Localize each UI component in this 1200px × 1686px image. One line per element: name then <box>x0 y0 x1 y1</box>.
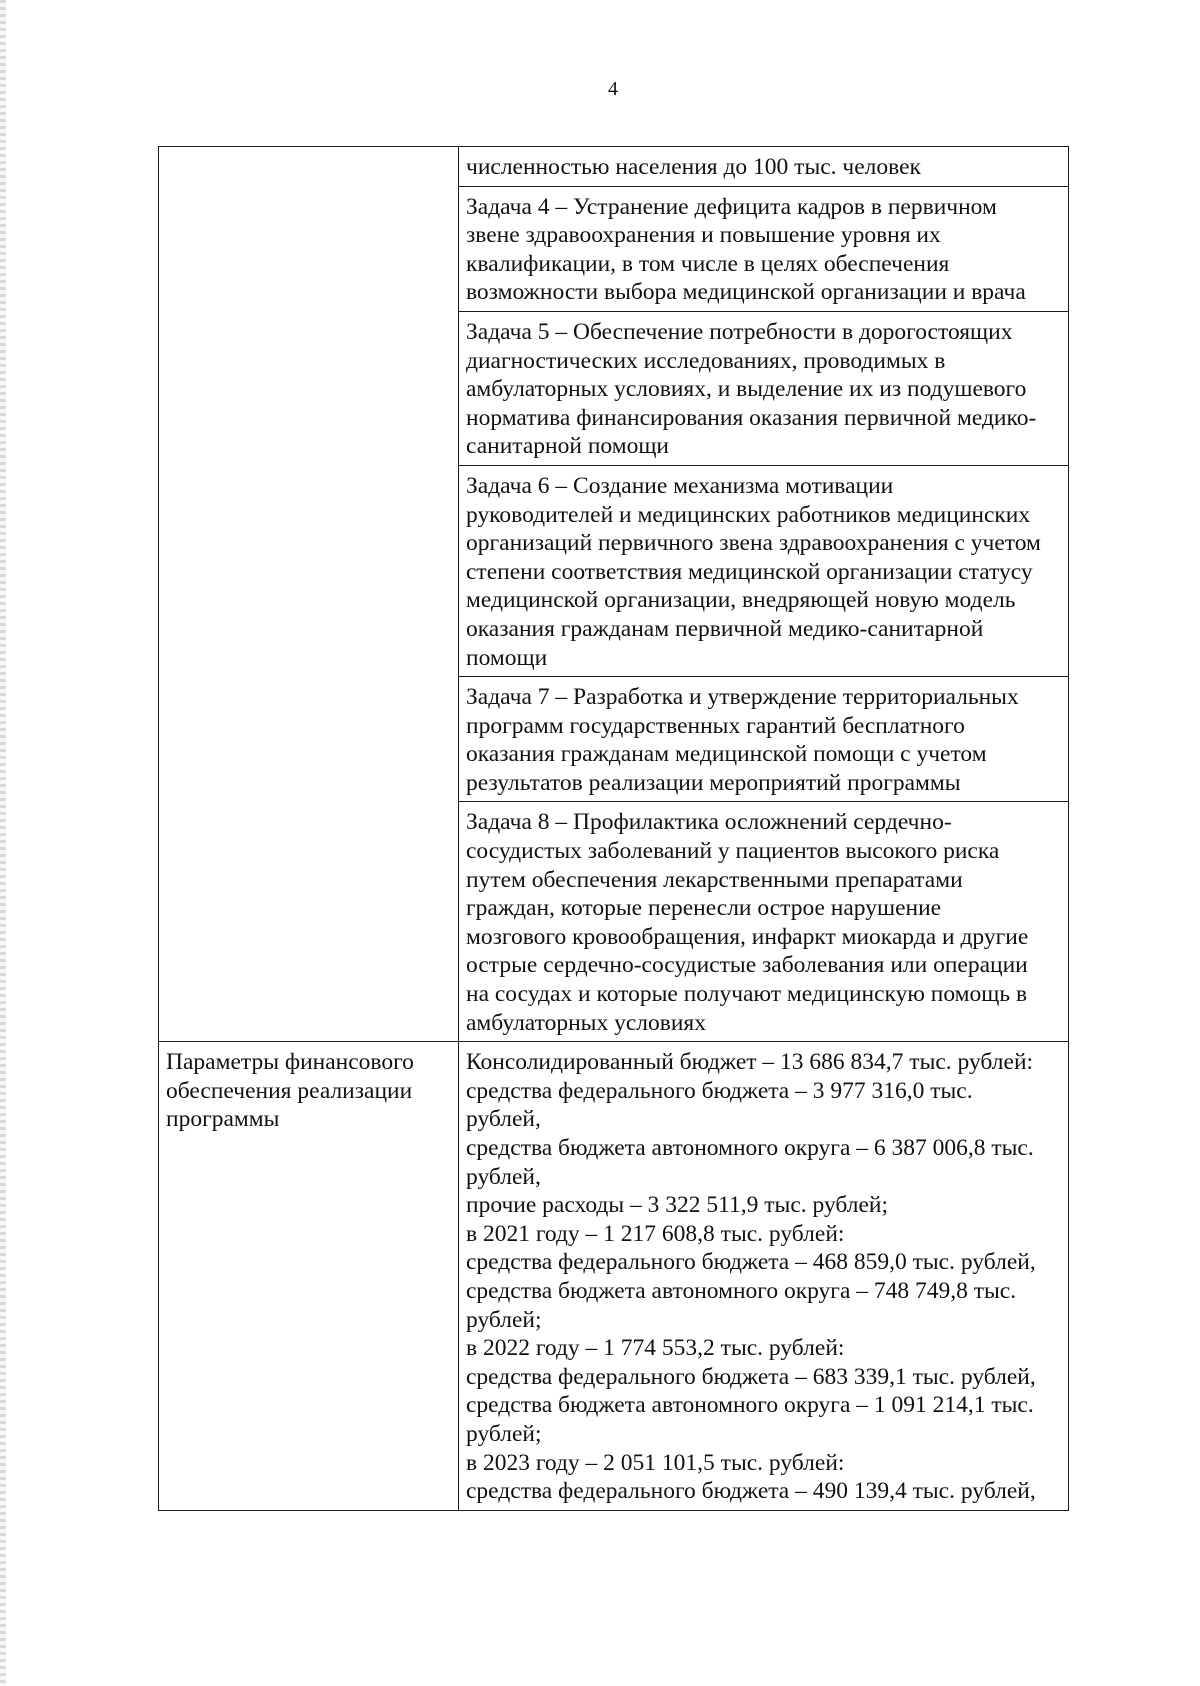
cell-text-line: средства федерального бюджета – 3 977 316,0 тыс. <box>466 1077 973 1104</box>
cell-text-line: результатов реализации мероприятий программы <box>466 769 961 796</box>
cell-text-line: рублей, <box>466 1163 541 1190</box>
cell-text-line: возможности выбора медицинской организации и врача <box>466 279 1026 306</box>
cell-text-line: острые сердечно-сосудистые заболевания или операции <box>466 952 1028 979</box>
table-row <box>159 1042 1069 1511</box>
label-cell-merged <box>159 147 459 1042</box>
cell-text-line: рублей; <box>466 1306 542 1333</box>
task-value-cell <box>459 677 1069 802</box>
cell-text-line: в 2022 году – 1 774 553,2 тыс. рублей: <box>466 1335 845 1362</box>
cell-text-line: средства федерального бюджета – 468 859,0 тыс. рублей, <box>466 1249 1036 1276</box>
cell-text-line: путем обеспечения лекарственными препаратами <box>466 866 963 893</box>
task-value-cell <box>459 311 1069 465</box>
cell-text-line: рублей, <box>466 1106 541 1133</box>
task-value-cell <box>459 147 1069 187</box>
cell-text-line: рублей; <box>466 1420 542 1447</box>
cell-text-line: квалификации, в том числе в целях обеспечения <box>466 250 950 277</box>
cell-text-line: Задача 5 – Обеспечение потребности в дорогостоящих <box>466 318 1013 345</box>
cell-text-line: граждан, которые перенесли острое нарушение <box>466 895 942 922</box>
cell-text-line: амбулаторных условиях, и выделение их из подушевого <box>466 376 1027 403</box>
cell-text-line: степени соответствия медицинской организации статусу <box>466 558 1033 585</box>
cell-text-line: на сосудах и которые получают медицинскую помощь в <box>466 981 1028 1008</box>
cell-text-line: средства бюджета автономного округа – 6 387 006,8 тыс. <box>466 1135 1034 1161</box>
cell-text-line: звене здравоохранения и повышение уровня их <box>466 222 941 249</box>
program-passport-table <box>158 146 1069 1511</box>
cell-text-line: численностью населения до 100 тыс. человек <box>466 154 921 180</box>
cell-text-line: Консолидированный бюджет – 13 686 834,7 тыс. рублей: <box>466 1049 1034 1076</box>
cell-text-line: медицинской организации, внедряющей новую модель <box>466 587 1016 614</box>
cell-text-line: программ государственных гарантий бесплатного <box>466 712 965 739</box>
cell-text-line: в 2021 году – 1 217 608,8 тыс. рублей: <box>466 1220 845 1247</box>
cell-text-line: прочие расходы – 3 322 511,9 тыс. рублей; <box>466 1192 889 1219</box>
cell-text-line: средства бюджета автономного округа – 1 091 214,1 тыс. <box>466 1392 1034 1419</box>
cell-text-line: санитарной помощи <box>466 433 669 460</box>
cell-text-line: норматива финансирования оказания первичной медико- <box>466 404 1037 431</box>
task-value-cell <box>459 465 1069 676</box>
cell-text-line: оказания гражданам первичной медико-санитарной <box>466 615 984 642</box>
cell-text-line: средства федерального бюджета – 490 139,4 тыс. рублей, <box>466 1478 1036 1505</box>
cell-text-line: организаций первичного звена здравоохранения с учетом <box>466 530 1041 557</box>
cell-text-line: мозгового кровообращения, инфаркт миокарда и другие <box>466 923 1029 950</box>
task-value-cell <box>459 802 1069 1042</box>
cell-text-line: амбулаторных условиях <box>466 1009 706 1036</box>
cell-text-line: помощи <box>466 644 548 671</box>
cell-text-line: средства бюджета автономного округа – 748 749,8 тыс. <box>466 1277 1017 1304</box>
cell-text-line: Задача 7 – Разработка и утверждение территориальных <box>466 684 1019 711</box>
task-value-cell <box>459 186 1069 311</box>
cell-text-line: Задача 6 – Создание механизма мотивации <box>466 472 894 499</box>
financing-value-cell <box>459 1042 1069 1511</box>
scan-edge-artifact <box>0 0 6 1686</box>
cell-text-line: в 2023 году – 2 051 101,5 тыс. рублей: <box>466 1449 845 1476</box>
parameter-label: Параметры финансового обеспечения реализации программы <box>166 1049 414 1133</box>
table-body <box>159 147 1069 1511</box>
cell-text-line: оказания гражданам медицинской помощи с учетом <box>466 741 987 768</box>
page-number: 4 <box>608 78 618 100</box>
parameter-label-cell <box>159 1042 459 1511</box>
cell-text-line: диагностических исследованиях, проводимых в <box>466 347 946 374</box>
cell-text-line: сосудистых заболеваний у пациентов высокого риска <box>466 838 1000 865</box>
cell-text-line: средства федерального бюджета – 683 339,1 тыс. рублей, <box>466 1363 1036 1390</box>
table-row <box>159 147 1069 187</box>
cell-text-line: Задача 8 – Профилактика осложнений сердечно- <box>466 809 952 836</box>
cell-text-line: Задача 4 – Устранение дефицита кадров в первичном <box>466 193 997 220</box>
cell-text-line: руководителей и медицинских работников медицинских <box>466 501 1031 528</box>
